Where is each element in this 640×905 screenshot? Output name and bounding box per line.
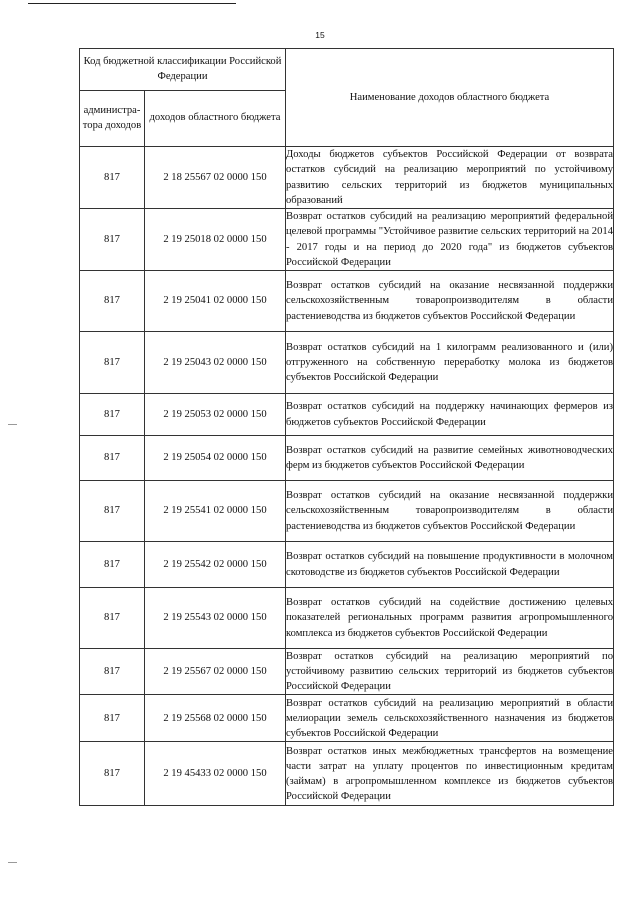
scan-edge-line [28,3,236,4]
cell-revenue-code: 2 18 25567 02 0000 150 [145,147,286,209]
table-row [80,742,614,806]
table-row [80,147,614,209]
table-row [80,332,614,394]
cell-administrator: 817 [80,332,145,394]
cell-administrator: 817 [80,209,145,271]
table-row [80,649,614,695]
page-number: 15 [315,30,325,40]
cell-revenue-name: Возврат остатков субсидий на реализацию мероприятий федеральной целевой программы "Устойчивое развитие сельских территорий на 2014 - 2017 годы и на период до 2020 года" из бюджетов субъектов Российской Федерации [286,209,614,271]
cell-revenue-code: 2 19 25018 02 0000 150 [145,209,286,271]
budget-classification-table [79,48,614,806]
table-row [80,209,614,271]
cell-revenue-code: 2 19 25043 02 0000 150 [145,332,286,394]
table-row [80,271,614,332]
cell-administrator: 817 [80,481,145,542]
cell-revenue-code: 2 19 25054 02 0000 150 [145,436,286,481]
table-row [80,394,614,436]
cell-revenue-name: Возврат остатков субсидий на содействие достижению целевых показателей региональных программ развития агропромышленного комплекса из бюджетов субъектов Российской Федерации [286,588,614,649]
header-code-group: Код бюджетной классификации Российской Федерации [80,49,286,91]
cell-administrator: 817 [80,436,145,481]
cell-administrator: 817 [80,271,145,332]
cell-revenue-code: 2 19 25542 02 0000 150 [145,542,286,588]
table-row [80,542,614,588]
cell-revenue-name: Возврат остатков субсидий на поддержку начинающих фермеров из бюджетов субъектов Российской Федерации [286,394,614,436]
cell-administrator: 817 [80,147,145,209]
cell-administrator: 817 [80,742,145,806]
table-row [80,588,614,649]
scan-margin-mark [8,862,17,863]
cell-revenue-name: Возврат остатков субсидий на реализацию мероприятий в области мелиорации земель сельскохозяйственного назначения из бюджетов субъектов Российской Федерации [286,695,614,742]
header-revenue-code: доходов областного бюджета [145,91,286,147]
cell-revenue-name: Возврат остатков иных межбюджетных трансфертов на возмещение части затрат на уплату процентов по инвестиционным кредитам (займам) в агропромышленном комплексе из бюджетов субъектов Российской Федерации [286,742,614,806]
cell-revenue-code: 2 19 25543 02 0000 150 [145,588,286,649]
cell-revenue-code: 2 19 25567 02 0000 150 [145,649,286,695]
cell-administrator: 817 [80,542,145,588]
cell-revenue-name: Возврат остатков субсидий на 1 килограмм реализованного и (или) отгруженного на собственную переработку молока из бюджетов субъектов Российской Федерации [286,332,614,394]
cell-administrator: 817 [80,588,145,649]
cell-revenue-name: Доходы бюджетов субъектов Российской Федерации от возврата остатков субсидий на реализацию мероприятий по устойчивому развитию сельских территорий из бюджетов муниципальных образований [286,147,614,209]
cell-revenue-code: 2 19 25041 02 0000 150 [145,271,286,332]
header-administrator: администра-тора доходов [80,91,145,147]
cell-revenue-code: 2 19 25568 02 0000 150 [145,695,286,742]
cell-revenue-code: 2 19 25053 02 0000 150 [145,394,286,436]
table-row [80,695,614,742]
cell-administrator: 817 [80,649,145,695]
table-header-row [80,49,614,91]
table-row [80,481,614,542]
scan-margin-mark [8,424,17,425]
cell-revenue-code: 2 19 45433 02 0000 150 [145,742,286,806]
table-row [80,436,614,481]
cell-revenue-name: Возврат остатков субсидий на реализацию мероприятий по устойчивому развитию сельских территорий из бюджетов субъектов Российской Федерации [286,649,614,695]
cell-administrator: 817 [80,695,145,742]
cell-revenue-name: Возврат остатков субсидий на оказание несвязанной поддержки сельскохозяйственным товаропроизводителям в области растениеводства из бюджетов субъектов Российской Федерации [286,481,614,542]
cell-administrator: 817 [80,394,145,436]
cell-revenue-name: Возврат остатков субсидий на повышение продуктивности в молочном скотоводстве из бюджетов субъектов Российской Федерации [286,542,614,588]
header-revenue-name: Наименование доходов областного бюджета [286,49,614,147]
cell-revenue-name: Возврат остатков субсидий на развитие семейных животноводческих ферм из бюджетов субъектов Российской Федерации [286,436,614,481]
cell-revenue-name: Возврат остатков субсидий на оказание несвязанной поддержки сельскохозяйственным товаропроизводителям в области растениеводства из бюджетов субъектов Российской Федерации [286,271,614,332]
cell-revenue-code: 2 19 25541 02 0000 150 [145,481,286,542]
